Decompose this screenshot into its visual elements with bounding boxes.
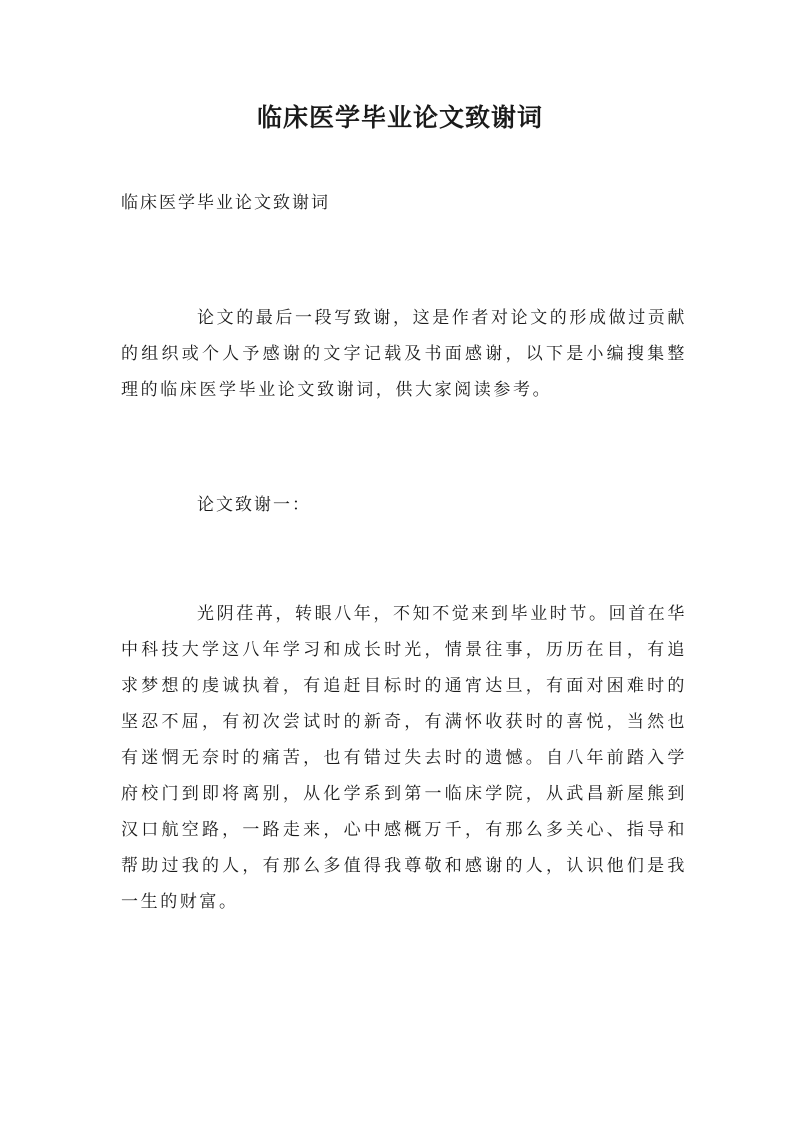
section-heading: 论文致谢一：	[197, 495, 311, 515]
section-paragraph: 光阴荏苒，转眼八年，不知不觉来到毕业时节。回首在华中科技大学这八年学习和成长时光，情景往事，历历在目，有追求梦想的虔诚执着，有追赶目标时的通宵达旦，有面对困难时的坚忍不屈，有初次尝试时的新奇，有满怀收获时的喜悦，当然也有迷惘无奈时的痛苦，也有错过失去时的遗憾。自八年前踏入学府校门到即将离别，从化学系到第一临床学院，从武昌新屋熊到汉口航空路，一路走来，心中感概万千，有那么多关心、指导和帮助过我的人，有那么多值得我尊敬和感谢的人，认识他们是我一生的财富。	[121, 604, 687, 912]
document-subtitle: 临床医学毕业论文致谢词	[121, 193, 330, 213]
intro-paragraph: 论文的最后一段写致谢，这是作者对论文的形成做过贡献的组织或个人予感谢的文字记载及书面感谢，以下是小编搜集整理的临床医学毕业论文致谢词，供大家阅读参考。	[121, 308, 687, 400]
page-title: 临床医学毕业论文致谢词	[256, 103, 543, 132]
